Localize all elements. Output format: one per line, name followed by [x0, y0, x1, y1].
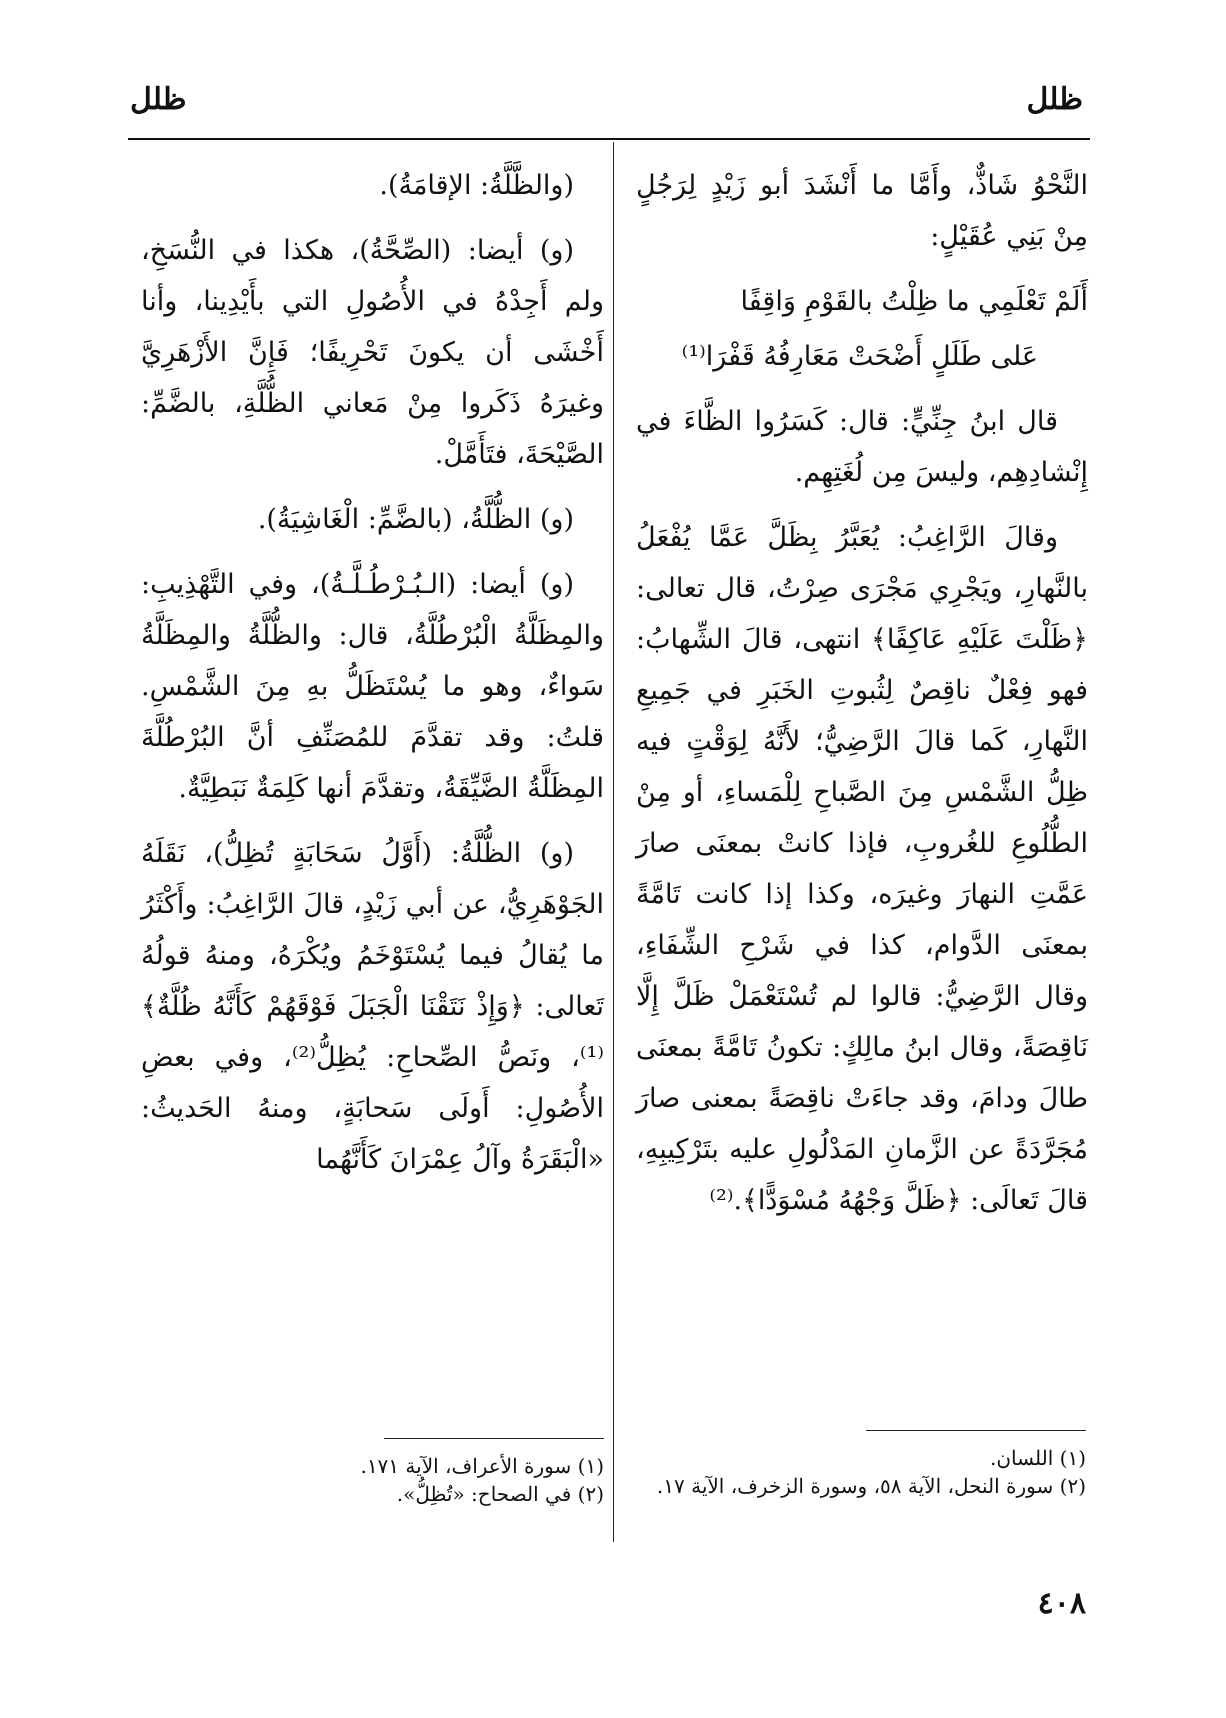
paragraph: (و) الظُّلَّةُ: (أَوَّلُ سَحَابَةٍ تُظِلُّ)، نَقَلَهُ الجَوْهَرِيُّ، عن أبي زَيْدٍ، قالَ الرَّاغِبُ: وأَكْثَرُ ما يُقالُ فيما يُسْتَوْخَمُ ويُكْرَهُ، ومنهُ قولُهُ تَعالى: ﴿وَإِذْ نَتَقْنَا الْجَبَلَ فَوْقَهُمْ كَأَنَّهُ ظُلَّةٌ﴾⁽¹⁾، ونَصُّ الصِّحاحِ: يُظِلُّ⁽²⁾، وفي بعضِ الأُصُولِ: أَولَى سَحابَةٍ، ومنهُ الحَديثُ: «الْبَقَرَةُ وآلُ عِمْرَانَ كَأَنَّهُما [141, 838, 604, 1175]
paragraph: (و) أيضا: (الـبُـرْطُـلَّـةُ)، وفي التَّهْذِيبِ: والمِظَلَّةُ الْبُرْطُلَّةُ، قال: والظُّلَّةُ والمِظَلَّةُ سَواءٌ، وهو ما يُسْتَظَلُّ بهِ مِنَ الشَّمْسِ. قلتُ: وقد تقدَّمَ للمُصَنِّفِ أنَّ البُرْطُلَّةَ المِظَلَّةُ الضَّيِّقَةُ، وتقدَّمَ أنها كَلِمَةٌ نَبَطِيَّةٌ. [141, 569, 604, 804]
paragraph: (والظَّلَّةُ: الإقامَةُ). [379, 170, 574, 201]
paragraph: (و) أيضا: (الصِّحَّةُ)، هكذا في النُّسَخِ، ولم أَجِدْهُ في الأُصُولِ التي بأَيْدِينا، وأنا أَخْشَى أن يكونَ تَحْرِيفًا؛ فَإِنَّ الأَزْهَرِيَّ وغيرَهُ ذَكَروا مِنْ مَعاني الظُّلَّةِ، بالضَّمِّ: الصَّيْحَةَ، فتَأَمَّلْ. [141, 235, 604, 470]
page-number: ٤٠٨ [1037, 1586, 1086, 1621]
paragraph: (و) الظُّلَّةُ، (بالضَّمِّ: الْغَاشِيَةُ). [257, 504, 574, 535]
column-divider [613, 142, 614, 1542]
paragraph: وقالَ الرَّاغِبُ: يُعَبَّرُ بِظَلَّ عَمَّا يُفْعَلُ بالنَّهارِ، ويَجْرِي مَجْرَى صِرْتُ، قال تعالى: ﴿ظَلْتَ عَلَيْهِ عَاكِفًا﴾ انتهى، قالَ الشِّهابُ: فهو فِعْلٌ ناقِصٌ لِثُبوتِ الخَبَرِ في جَمِيعِ النَّهارِ، كَما قالَ الرَّضِيُّ؛ لأَنَّهُ لِوَقْتٍ فيه ظِلُّ الشَّمْسِ مِنَ الصَّباحِ لِلْمَساءِ، أو مِنْ الطُّلُوعِ للغُروبِ، فإذا كانتْ بمعنَى صارَ عَمَّتِ النهارَ وغيرَه، وكذا إذا كانت تَامَّةً بمعنَى الدَّوام، كذا في شَرْحِ الشِّفَاءِ، وقال الرَّضِيُّ: قالوا لم تُسْتَعْمَلْ ظَلَّ إِلَّا نَاقِصَةً، وقال ابنُ مالِكٍ: تكونُ تَامَّةً بمعنَى طالَ ودامَ، وقد جاءَتْ ناقِصَةً بمعنى صارَ مُجَرَّدَةً عن الزَّمانِ المَدْلُولِ عليه بتَرْكِيبِهِ، قالَ تَعالَى: ﴿ظَلَّ وَجْهُهُ مُسْوَدًّا﴾.⁽²⁾ [636, 522, 1088, 1216]
footnotes-right [636, 1444, 1086, 1500]
running-header-left: ظلل [130, 82, 187, 117]
left-column [141, 160, 604, 1199]
footnote-rule [866, 1430, 1086, 1431]
verse-line: أَلَمْ تَعْلَمِي ما ظِلْتُ بالقَوْمِ وَاقِفًا [740, 286, 1088, 317]
footnotes-left [144, 1452, 604, 1508]
header-rule [128, 138, 1090, 140]
footnote: (١) سورة الأعراف، الآية ١٧١. [360, 1454, 604, 1478]
verse-line: عَلى طَلَلٍ أَضْحَتْ مَعَارِفُهُ قَفْرَا⁽¹⁾ [681, 341, 1038, 372]
footnote-rule [384, 1438, 604, 1439]
footnote: (١) اللسان. [990, 1446, 1086, 1470]
footnote: (٢) سورة النحل، الآية ٥٨، وسورة الزخرف، الآية ١٧. [656, 1474, 1086, 1498]
paragraph: قال ابنُ جِنِّيٍّ: قال: كَسَرُوا الظَّاءَ في إِنْشادِهِم، وليسَ مِن لُغَتِهِم. [636, 406, 1088, 488]
footnote: (٢) في الصحاح: «تُظِلُّ». [396, 1482, 604, 1506]
right-column [636, 160, 1088, 1240]
running-header-right: ظلل [1026, 82, 1083, 117]
paragraph: النَّحْوُ شَاذٌّ، وأَمَّا ما أَنْشَدَ أبو زَيْدٍ لِرَجُلٍ مِنْ بَنِي عُقَيْلٍ: [636, 170, 1088, 252]
